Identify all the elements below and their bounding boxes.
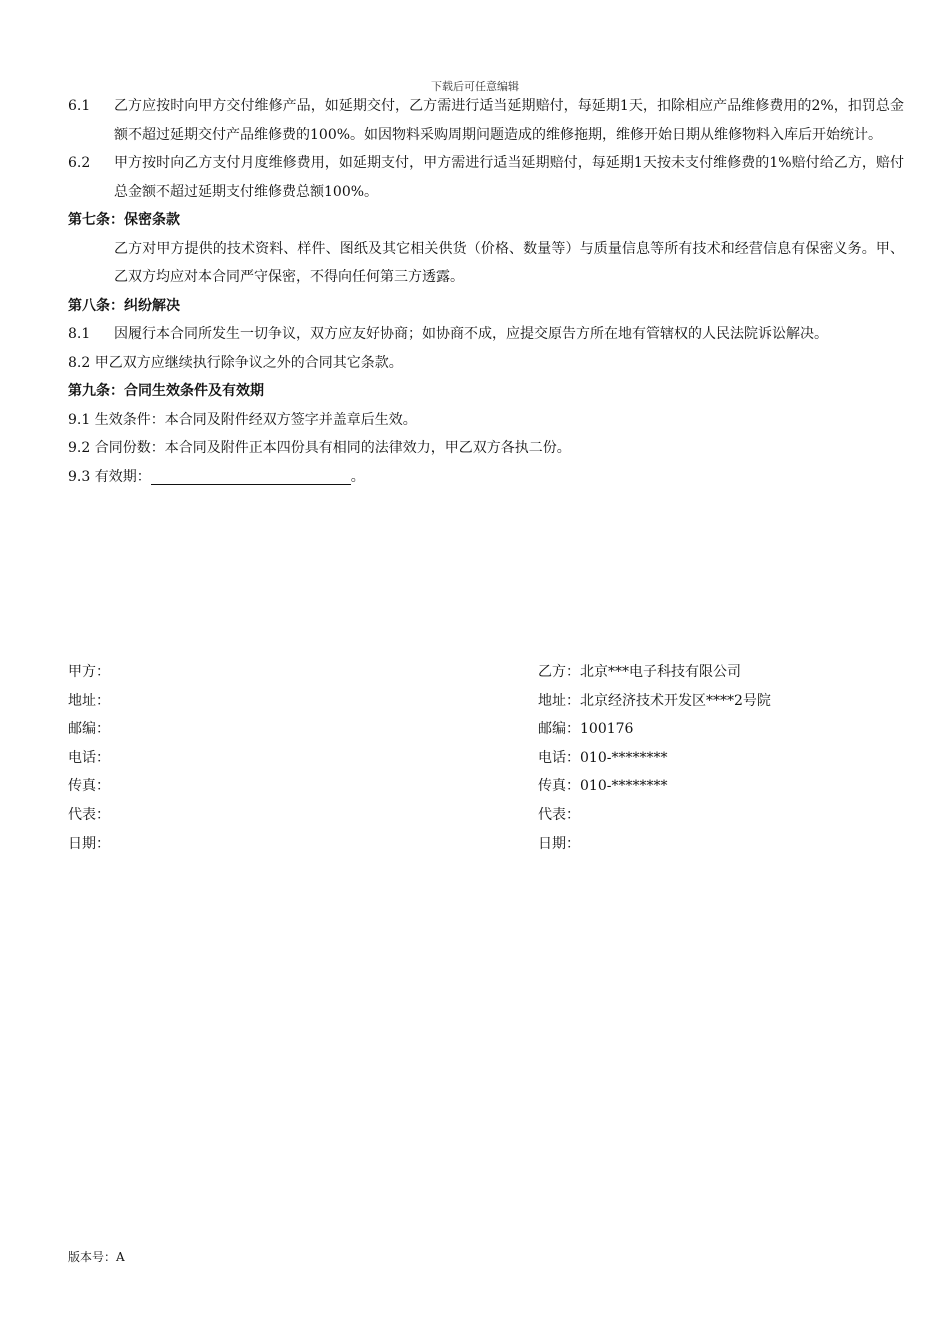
party-a-representative: 代表： xyxy=(68,806,110,823)
party-a-date: 日期： xyxy=(68,835,110,852)
clause-9-1: 9.1 生效条件：本合同及附件经双方签字并盖章后生效。 xyxy=(68,411,417,428)
party-a-phone: 电话： xyxy=(68,749,110,766)
party-b-name: 乙方：北京***电子科技有限公司 xyxy=(538,664,741,680)
party-b-block xyxy=(538,658,771,858)
clause-number: 6.1 xyxy=(68,98,91,114)
clause-9-2: 9.2 合同份数：本合同及附件正本四份具有相同的法律效力，甲乙双方各执二份。 xyxy=(68,440,571,456)
clause-text: 因履行本合同所发生一切争议，双方应友好协商；如协商不成，应提交原告方所在地有管辖权的人民法院诉讼解决。 xyxy=(114,326,828,342)
article-7-heading: 第七条：保密条款 xyxy=(68,212,180,228)
clause-6-1 xyxy=(68,92,904,149)
party-a-block xyxy=(68,658,110,858)
clause-9-3 xyxy=(68,463,904,492)
article-9-heading: 第九条：合同生效条件及有效期 xyxy=(68,383,264,399)
validity-blank[interactable] xyxy=(151,466,351,485)
party-a-name: 甲方： xyxy=(68,664,110,680)
clause-number: 6.2 xyxy=(68,155,91,171)
party-a-address: 地址： xyxy=(68,692,110,709)
party-a-postcode: 邮编： xyxy=(68,721,110,738)
article-8-heading: 第八条：纠纷解决 xyxy=(68,297,180,314)
version-number: 版本号：A xyxy=(68,1250,125,1264)
party-b-fax: 传真：010-******** xyxy=(538,778,668,795)
clause-8-1 xyxy=(68,320,904,349)
party-b-date: 日期： xyxy=(538,835,580,852)
party-b-phone: 电话：010-******** xyxy=(538,749,668,766)
validity-label: 9.3 有效期： xyxy=(68,468,151,485)
contract-body xyxy=(68,92,904,491)
party-b-address: 地址：北京经济技术开发区****2号院 xyxy=(538,692,771,709)
validity-end: 。 xyxy=(350,468,365,485)
party-b-postcode: 邮编：100176 xyxy=(538,721,634,738)
clause-number: 8.1 xyxy=(68,326,91,342)
clause-text: 甲方按时向乙方支付月度维修费用，如延期支付，甲方需进行适当延期赔付，每延期1天按未支付维修费的1%赔付给乙方，赔付总金额不超过延期支付维修费总额100%。 xyxy=(114,155,904,200)
party-b-representative: 代表： xyxy=(538,806,580,823)
clause-text: 乙方应按时向甲方交付维修产品，如延期交付，乙方需进行适当延期赔付，每延期1天，扣除相应产品维修费用的2%，扣罚总金额不超过延期交付产品维修费的100%。如因物料采购周期问题造成的维修拖期，维修开始日期从维修物料入库后开始统计。 xyxy=(114,98,904,143)
clause-6-2 xyxy=(68,149,904,206)
header-note: 下载后可任意编辑 xyxy=(431,80,519,93)
article-7-body: 乙方对甲方提供的技术资料、样件、图纸及其它相关供货（价格、数量等）与质量信息等所有技术和经营信息有保密义务。甲、乙双方均应对本合同严守保密，不得向任何第三方透露。 xyxy=(114,240,904,285)
clause-8-2: 8.2 甲乙双方应继续执行除争议之外的合同其它条款。 xyxy=(68,354,403,371)
party-a-fax: 传真： xyxy=(68,778,110,795)
